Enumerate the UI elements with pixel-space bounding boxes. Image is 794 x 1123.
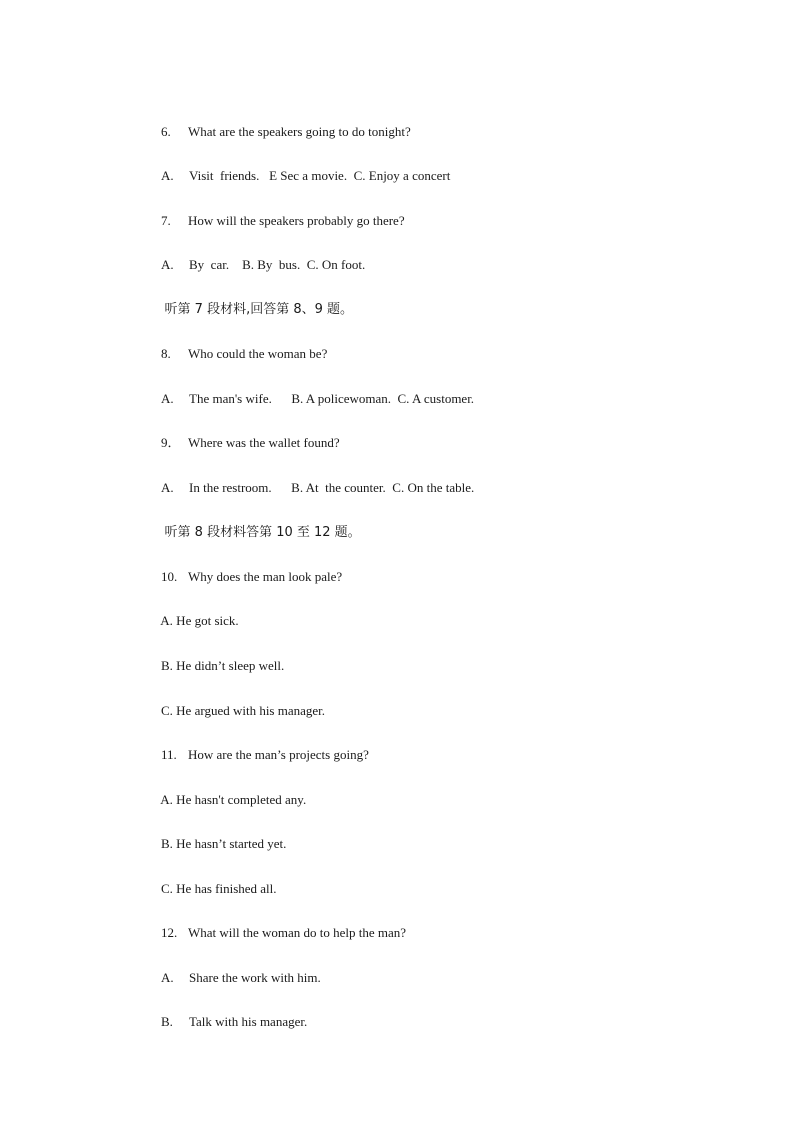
- section-instruction-7: [148, 280, 354, 317]
- question-text: How are the man’s projects going?: [188, 747, 369, 762]
- option-text: By car. B. By bus. C. On foot.: [189, 257, 366, 272]
- question-10-option-a: [148, 591, 239, 628]
- option-text: Talk with his manager.: [189, 1014, 308, 1029]
- question-12: [148, 903, 407, 940]
- question-10-option-c: [148, 681, 326, 718]
- option-text: In the restroom. B. At the counter. C. On the table.: [189, 480, 475, 495]
- question-11-option-a: [148, 770, 307, 807]
- question-text: What will the woman do to help the man?: [188, 925, 407, 940]
- question-11: [148, 725, 369, 762]
- question-6-options: [148, 146, 451, 183]
- question-number: 8.: [161, 346, 171, 361]
- option-label: A.: [161, 257, 174, 272]
- section-text: 听第 8 段材料答第 10 至 12 题。: [164, 525, 361, 540]
- option-text: The man's wife. B. A policewoman. C. A customer.: [189, 391, 475, 406]
- question-9-options: [148, 458, 475, 495]
- question-9: [148, 413, 340, 450]
- question-text: What are the speakers going to do tonight?: [188, 124, 411, 139]
- question-number: 6.: [161, 124, 171, 139]
- question-11-option-b: [148, 814, 287, 851]
- option-text: B. He didn’t sleep well.: [161, 658, 285, 673]
- option-label: A.: [161, 970, 174, 985]
- question-number: 7.: [161, 213, 171, 228]
- question-6: [148, 102, 411, 139]
- option-label: A.: [161, 168, 174, 183]
- question-8: [148, 324, 328, 361]
- question-8-options: [148, 369, 475, 406]
- question-12-option-a: [148, 948, 321, 985]
- question-7-options: [148, 235, 366, 272]
- option-text: A. He got sick.: [160, 613, 239, 628]
- question-number: 9．: [161, 435, 181, 450]
- question-number: 10.: [161, 569, 178, 584]
- question-11-option-c: [148, 859, 277, 896]
- section-instruction-8: [148, 503, 361, 540]
- question-text: How will the speakers probably go there?: [188, 213, 405, 228]
- option-text: B. He hasn’t started yet.: [161, 836, 287, 851]
- section-text: 听第 7 段材料,回答第 8、9 题。: [164, 302, 354, 317]
- option-text: A. He hasn't completed any.: [160, 792, 307, 807]
- question-12-option-b: [148, 992, 308, 1029]
- option-text: C. He argued with his manager.: [161, 703, 326, 718]
- question-7: [148, 191, 405, 228]
- option-label: A.: [161, 480, 174, 495]
- question-number: 11.: [161, 747, 177, 762]
- question-10-option-b: [148, 636, 285, 673]
- option-text: Visit friends. E Sec a movie. C. Enjoy a concert: [189, 168, 451, 183]
- question-text: Who could the woman be?: [188, 346, 328, 361]
- option-label: B.: [161, 1014, 173, 1029]
- question-number: 12.: [161, 925, 178, 940]
- option-text: Share the work with him.: [189, 970, 321, 985]
- option-label: A.: [161, 391, 174, 406]
- question-10: [148, 547, 343, 584]
- question-text: Where was the wallet found?: [188, 435, 340, 450]
- question-text: Why does the man look pale?: [188, 569, 343, 584]
- option-text: C. He has finished all.: [161, 881, 277, 896]
